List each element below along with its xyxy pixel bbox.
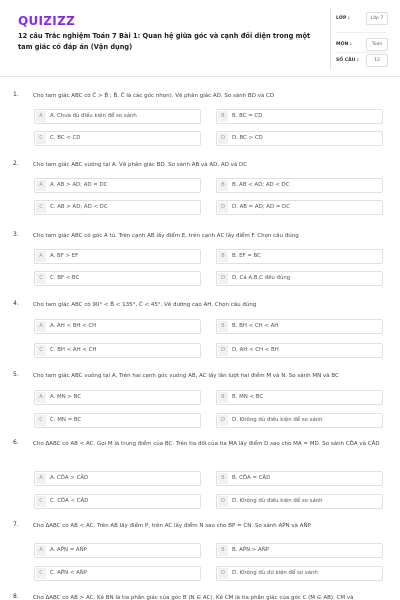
option-text: B. MN < BC xyxy=(232,394,264,400)
question-count-label: SỐ CÂU : xyxy=(336,58,359,63)
option-letter: C xyxy=(36,345,46,356)
option-text: A. Chưa đủ điều kiện để so sánh xyxy=(50,113,137,119)
option-letter: B xyxy=(218,545,228,556)
question-text: Cho tam giác ABC có Ĉ > B̂ ; B̂, Ĉ là các góc nhọn). Vẽ phân giác AD. So sánh BD và CD xyxy=(33,93,275,99)
option-letter: C xyxy=(36,202,46,213)
question-number: 6. xyxy=(13,439,19,446)
option-d[interactable] xyxy=(216,131,383,146)
question-text: Cho tam giác ABC vuông tại A. Vẽ phân giác BD. So sánh AB và AD, AD và DC xyxy=(33,162,248,168)
question-text: Cho ΔABC có AB > AC. Kẻ BN là tia phân giác của góc B (N ∈ AC). Kẻ CM là tia phân giác của góc C (M ∈ AB). CM và xyxy=(33,595,354,600)
question-text: Cho tam giác ABC vuông tại A. Trên hai cạnh góc vuông AB, AC lấy lần lượt hai điểm M và N. So sánh MN và BC xyxy=(33,373,339,379)
option-letter: D xyxy=(218,496,228,507)
option-text: A. BF > EF xyxy=(50,253,79,259)
meta-separator xyxy=(336,32,386,33)
worksheet-header xyxy=(0,0,400,77)
option-text: D. Cả A,B,C đều đúng xyxy=(232,275,291,281)
option-b[interactable] xyxy=(216,319,383,334)
option-b[interactable] xyxy=(216,178,383,193)
option-text: A. MN > BC xyxy=(50,394,82,400)
option-letter: C xyxy=(36,415,46,426)
meta-divider xyxy=(330,8,331,70)
option-a[interactable] xyxy=(34,109,201,124)
option-c[interactable] xyxy=(34,343,201,358)
option-d[interactable] xyxy=(216,271,383,286)
option-d[interactable] xyxy=(216,343,383,358)
question-text: Cho tam giác ABC có 90° < B̂ < 135°, Ĉ < 45°. Vẽ đường cao AH. Chọn câu đúng xyxy=(33,302,257,308)
option-letter: B xyxy=(218,251,228,262)
option-c[interactable] xyxy=(34,566,201,581)
option-text: D. AB = AD; AD = DC xyxy=(232,204,290,210)
option-letter: B xyxy=(218,111,228,122)
option-text: C. BF < BC xyxy=(50,275,80,281)
option-text: B. CD̂A = CÂD xyxy=(232,475,271,481)
quizizz-logo[interactable]: QUIZIZZ xyxy=(18,14,76,28)
option-a[interactable] xyxy=(34,178,201,193)
option-text: C. AB > AD; AD < DC xyxy=(50,204,108,210)
worksheet-title: 12 câu Trắc nghiệm Toán 7 Bài 1: Quan hệ giữa góc và cạnh đối diện trong một tam giác có đáp án (Vận dụng) xyxy=(18,32,311,51)
question-number: 1. xyxy=(13,91,19,98)
option-text: A. AB > AD; AD = DC xyxy=(50,182,108,188)
option-b[interactable] xyxy=(216,109,383,124)
option-text: D. BC > CD xyxy=(232,135,263,141)
option-letter: C xyxy=(36,568,46,579)
option-letter: A xyxy=(36,251,46,262)
option-letter: C xyxy=(36,133,46,144)
option-letter: A xyxy=(36,321,46,332)
option-text: A. AH < BH < CH xyxy=(50,323,97,329)
option-c[interactable] xyxy=(34,131,201,146)
subject-label: MÔN : xyxy=(336,42,352,47)
option-text: A. AP̂N = AN̂P xyxy=(50,547,87,553)
class-label: LỚP : xyxy=(336,16,350,21)
option-text: B. BH < CH < AH xyxy=(232,323,279,329)
option-a[interactable] xyxy=(34,249,201,264)
option-text: D. AH < CH < BH xyxy=(232,347,279,353)
option-a[interactable] xyxy=(34,543,201,558)
option-c[interactable] xyxy=(34,413,201,428)
option-text: C. MN = BC xyxy=(50,417,82,423)
option-letter: C xyxy=(36,496,46,507)
question-number: 7. xyxy=(13,521,19,528)
option-c[interactable] xyxy=(34,200,201,215)
option-d[interactable] xyxy=(216,494,383,509)
question-number: 5. xyxy=(13,371,19,378)
option-letter: B xyxy=(218,392,228,403)
question-text: Cho ΔABC có AB < AC. Gọi M là trung điểm của BC. Trên tia đối của tia MA lấy điểm D sao cho MA = MD. So sánh CD̂A và CÂD xyxy=(33,441,380,447)
option-letter: B xyxy=(218,180,228,191)
option-a[interactable] xyxy=(34,390,201,405)
option-b[interactable] xyxy=(216,390,383,405)
option-d[interactable] xyxy=(216,566,383,581)
option-text: C. AP̂N < AN̂P xyxy=(50,570,88,576)
option-letter: A xyxy=(36,545,46,556)
option-letter: A xyxy=(36,180,46,191)
question-text: Cho ΔABC có AB < AC. Trên AB lấy điểm P, trên AC lấy điểm N sao cho BP = CN. So sánh AP̂N và AN̂P xyxy=(33,523,311,529)
option-letter: D xyxy=(218,345,228,356)
option-text: B. AP̂N > AN̂P xyxy=(232,547,270,553)
option-c[interactable] xyxy=(34,271,201,286)
option-letter: D xyxy=(218,273,228,284)
option-a[interactable] xyxy=(34,471,201,486)
question-text: Cho tam giác ABC có góc A tù. Trên cạnh AB lấy điểm E, trên cạnh AC lấy điểm F. Chọn câu đúng xyxy=(33,233,299,239)
option-text: D. Không đủ điều kiện để so sánh xyxy=(232,498,323,504)
option-letter: D xyxy=(218,568,228,579)
question-number: 8. xyxy=(13,593,19,600)
option-letter: C xyxy=(36,273,46,284)
option-text: B. EF = BC xyxy=(232,253,261,259)
option-d[interactable] xyxy=(216,200,383,215)
option-a[interactable] xyxy=(34,319,201,334)
option-text: B. BC = CD xyxy=(232,113,263,119)
option-c[interactable] xyxy=(34,494,201,509)
meta-separator xyxy=(336,52,386,53)
subject-value: Toán xyxy=(366,38,388,51)
option-text: C. CD̂A < CÂD xyxy=(50,498,89,504)
question-number: 2. xyxy=(13,160,19,167)
option-letter: B xyxy=(218,473,228,484)
option-letter: A xyxy=(36,473,46,484)
option-text: D. Không đủ điều kiện để so sánh xyxy=(232,417,323,423)
option-letter: A xyxy=(36,392,46,403)
question-count-value: 12 xyxy=(366,54,388,67)
class-value: Lớp 7 xyxy=(366,12,388,25)
option-text: C. BC < CD xyxy=(50,135,81,141)
question-number: 3. xyxy=(13,231,19,238)
option-letter: D xyxy=(218,415,228,426)
option-text: B. AB < AD; AD < DC xyxy=(232,182,290,188)
option-b[interactable] xyxy=(216,543,383,558)
option-letter: D xyxy=(218,133,228,144)
question-number: 4. xyxy=(13,300,19,307)
option-text: C. BH < AH < CH xyxy=(50,347,97,353)
option-letter: B xyxy=(218,321,228,332)
option-letter: A xyxy=(36,111,46,122)
option-letter: D xyxy=(218,202,228,213)
option-b[interactable] xyxy=(216,471,383,486)
option-b[interactable] xyxy=(216,249,383,264)
option-d[interactable] xyxy=(216,413,383,428)
option-text: D. Không đủ dữ kiện để so sánh xyxy=(232,570,318,576)
option-text: A. CD̂A > CÂD xyxy=(50,475,89,481)
